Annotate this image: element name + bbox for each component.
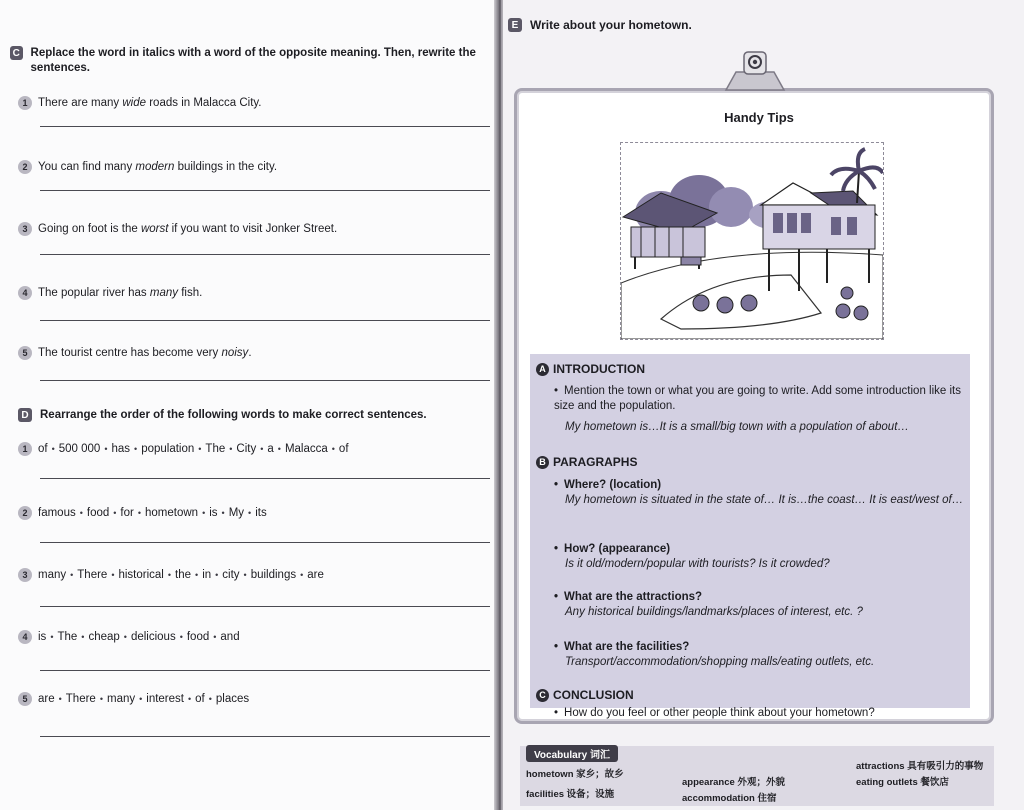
c-item-4: [18, 286, 488, 300]
d-item-2: [18, 506, 488, 520]
word: • historical: [107, 569, 164, 581]
word: • Malacca: [274, 443, 328, 455]
word: • many: [96, 693, 135, 705]
d-item-1-number: 1: [18, 442, 32, 456]
word: • its: [244, 507, 267, 519]
word: • city: [211, 569, 239, 581]
left-page: [0, 0, 497, 810]
word: • The: [46, 631, 77, 643]
section-c-instruction: Replace the word in italics with a word of the opposite meaning. Then, rewrite the sentences.: [30, 47, 476, 74]
word: famous: [38, 507, 76, 519]
c-item-2: [18, 160, 488, 174]
d-item-3-words: [38, 569, 324, 581]
word: • My: [218, 507, 245, 519]
word: • There: [55, 693, 96, 705]
vocab-en: accommodation: [682, 793, 755, 804]
word: • are: [296, 569, 324, 581]
c-item-3-text: [38, 223, 337, 235]
vocab-zh: 家乡；故乡: [576, 769, 624, 780]
word: • food: [76, 507, 110, 519]
word: • City: [225, 443, 256, 455]
c-item-2-number: 2: [18, 160, 32, 174]
d-item-3: [18, 568, 488, 582]
paragraphs-tip-4-question: • What are the facilities?: [554, 641, 689, 653]
introduction-text: • Mention the town or what you are going to write. Add some introduction like its size and the population.: [554, 385, 961, 412]
vocab-zh: 具有吸引力的事物: [907, 761, 984, 772]
d-item-2-words: [38, 507, 267, 519]
c-item-2-italic: modern: [135, 161, 175, 173]
c-item-1-italic: wide: [122, 97, 147, 109]
c-item-5-after: .: [248, 347, 252, 359]
word: • has: [100, 443, 130, 455]
paragraphs-title: PARAGRAPHS: [553, 455, 638, 469]
word: • places: [205, 693, 249, 705]
vocab-en: facilities: [526, 789, 565, 800]
word: • hometown: [134, 507, 198, 519]
vocab-zh: 住宿: [757, 793, 777, 804]
section-d-header: [18, 408, 488, 423]
c-item-5-text: [38, 347, 252, 359]
word: • is: [198, 507, 217, 519]
introduction-example: My hometown is…It is a small/big town with a population of about…: [565, 421, 909, 433]
word: • of: [184, 693, 205, 705]
c-item-2-text: [38, 161, 277, 173]
word: • population: [130, 443, 194, 455]
word: is: [38, 631, 47, 643]
introduction-letter: A: [536, 363, 549, 376]
paragraphs-tip-4-example: Transport/accommodation/shopping malls/eating outlets, etc.: [565, 656, 875, 668]
vocab-en: appearance: [682, 777, 735, 788]
paragraphs-tip-1: [554, 478, 968, 508]
d-item-5-answer-line[interactable]: [40, 736, 490, 737]
c-item-3: [18, 222, 488, 236]
d-item-1-answer-line[interactable]: [40, 478, 490, 479]
vocabulary-tag: Vocabulary 词汇: [526, 745, 618, 762]
c-item-3-before: Going on foot is the: [38, 223, 141, 235]
conclusion-tip: [554, 706, 968, 721]
section-d-instruction: Rearrange the order of the following words to make correct sentences.: [40, 409, 427, 421]
vocab-en: attractions: [856, 761, 905, 772]
word: • a: [256, 443, 274, 455]
vocab-entry-attractions: [856, 758, 983, 772]
c-item-2-before: You can find many: [38, 161, 136, 173]
d-item-2-answer-line[interactable]: [40, 542, 490, 543]
tips-title: Handy Tips: [724, 110, 794, 125]
word: • The: [194, 443, 225, 455]
c-item-3-italic: worst: [140, 223, 169, 235]
vocab-zh: 设备；设施: [566, 789, 615, 800]
section-d-badge: D: [18, 408, 32, 422]
word: • in: [191, 569, 211, 581]
d-item-5: [18, 692, 488, 706]
d-item-4-answer-line[interactable]: [40, 670, 490, 671]
d-item-4-number: 4: [18, 630, 32, 644]
c-item-5-italic: noisy: [221, 347, 249, 359]
c-item-3-answer-line[interactable]: [40, 254, 490, 255]
c-item-4-text: [38, 287, 202, 299]
section-e-header: [508, 18, 692, 32]
d-item-4: [18, 630, 488, 644]
c-item-2-answer-line[interactable]: [40, 190, 490, 191]
word: • interest: [135, 693, 184, 705]
d-item-3-answer-line[interactable]: [40, 606, 490, 607]
vocab-en: hometown: [526, 769, 574, 780]
paragraphs-tip-1-question: • Where? (location): [554, 479, 661, 491]
vocab-entry-accommodation: [682, 790, 777, 804]
c-item-2-after: buildings in the city.: [174, 161, 278, 173]
word: • and: [209, 631, 239, 643]
vocab-en: eating outlets: [856, 777, 918, 788]
c-item-4-after: fish.: [178, 287, 203, 299]
word: • food: [176, 631, 210, 643]
word: • for: [109, 507, 134, 519]
d-item-4-words: [38, 631, 240, 643]
vocab-zh: 外观；外貌: [737, 777, 785, 788]
c-item-1-after: roads in Malacca City.: [146, 97, 262, 109]
word: • buildings: [240, 569, 297, 581]
conclusion-letter: C: [536, 689, 549, 702]
c-item-1: [18, 96, 488, 110]
vocab-entry-hometown: [526, 766, 624, 780]
d-item-5-words: [38, 693, 249, 705]
section-c-header: [10, 46, 485, 76]
d-item-5-number: 5: [18, 692, 32, 706]
c-item-5-answer-line[interactable]: [40, 380, 490, 381]
introduction-tip: [554, 384, 968, 435]
conclusion-text: • How do you feel or other people think about your hometown?: [554, 707, 875, 719]
c-item-4-italic: many: [149, 287, 178, 299]
paragraphs-tip-3-question: • What are the attractions?: [554, 591, 702, 603]
paragraphs-letter: B: [536, 456, 549, 469]
d-item-1-words: [38, 443, 349, 455]
section-e-badge: E: [508, 18, 522, 32]
conclusion-heading: [536, 688, 634, 702]
vocab-entry-appearance: [682, 774, 785, 788]
paragraphs-tip-2-example: Is it old/modern/popular with tourists? Is it crowded?: [565, 558, 830, 570]
c-item-1-before: There are many: [38, 97, 123, 109]
section-c-badge: C: [10, 46, 23, 60]
hometown-houses-illustration: [620, 142, 884, 340]
d-item-1: [18, 442, 488, 456]
binder-clip-icon: [722, 50, 788, 92]
word: • 500 000: [48, 443, 101, 455]
introduction-title: INTRODUCTION: [553, 362, 645, 376]
vocab-entry-eating-outlets: [856, 774, 949, 788]
c-item-1-text: [38, 97, 262, 109]
paragraphs-heading: [536, 455, 637, 469]
conclusion-title: CONCLUSION: [553, 688, 634, 702]
paragraphs-tip-3-example: Any historical buildings/landmarks/places of interest, etc. ?: [565, 606, 863, 618]
c-item-1-number: 1: [18, 96, 32, 110]
paragraphs-tip-2-question: • How? (appearance): [554, 543, 670, 555]
vocab-entry-facilities: [526, 786, 614, 800]
c-item-5-number: 5: [18, 346, 32, 360]
introduction-heading: [536, 362, 645, 376]
paragraphs-tip-4: [554, 640, 968, 670]
paragraphs-tip-1-example: My hometown is situated in the state of… It is…the coast… It is east/west of…: [565, 494, 964, 506]
word: • delicious: [120, 631, 176, 643]
section-e-instruction: Write about your hometown.: [530, 18, 692, 32]
word: • cheap: [77, 631, 120, 643]
c-item-5: [18, 346, 488, 360]
paragraphs-tip-3: [554, 590, 968, 620]
c-item-1-answer-line[interactable]: [40, 126, 490, 127]
word: of: [38, 443, 48, 455]
vocab-zh: 餐饮店: [920, 777, 949, 788]
c-item-4-number: 4: [18, 286, 32, 300]
word: are: [38, 693, 55, 705]
d-item-2-number: 2: [18, 506, 32, 520]
word: • of: [328, 443, 349, 455]
paragraphs-tip-2: [554, 542, 968, 572]
c-item-5-before: The tourist centre has become very: [38, 347, 222, 359]
c-item-3-number: 3: [18, 222, 32, 236]
c-item-3-after: if you want to visit Jonker Street.: [168, 223, 338, 235]
d-item-3-number: 3: [18, 568, 32, 582]
word: • the: [164, 569, 191, 581]
word: • There: [66, 569, 107, 581]
c-item-4-before: The popular river has: [38, 287, 150, 299]
word: many: [38, 569, 67, 581]
c-item-4-answer-line[interactable]: [40, 320, 490, 321]
